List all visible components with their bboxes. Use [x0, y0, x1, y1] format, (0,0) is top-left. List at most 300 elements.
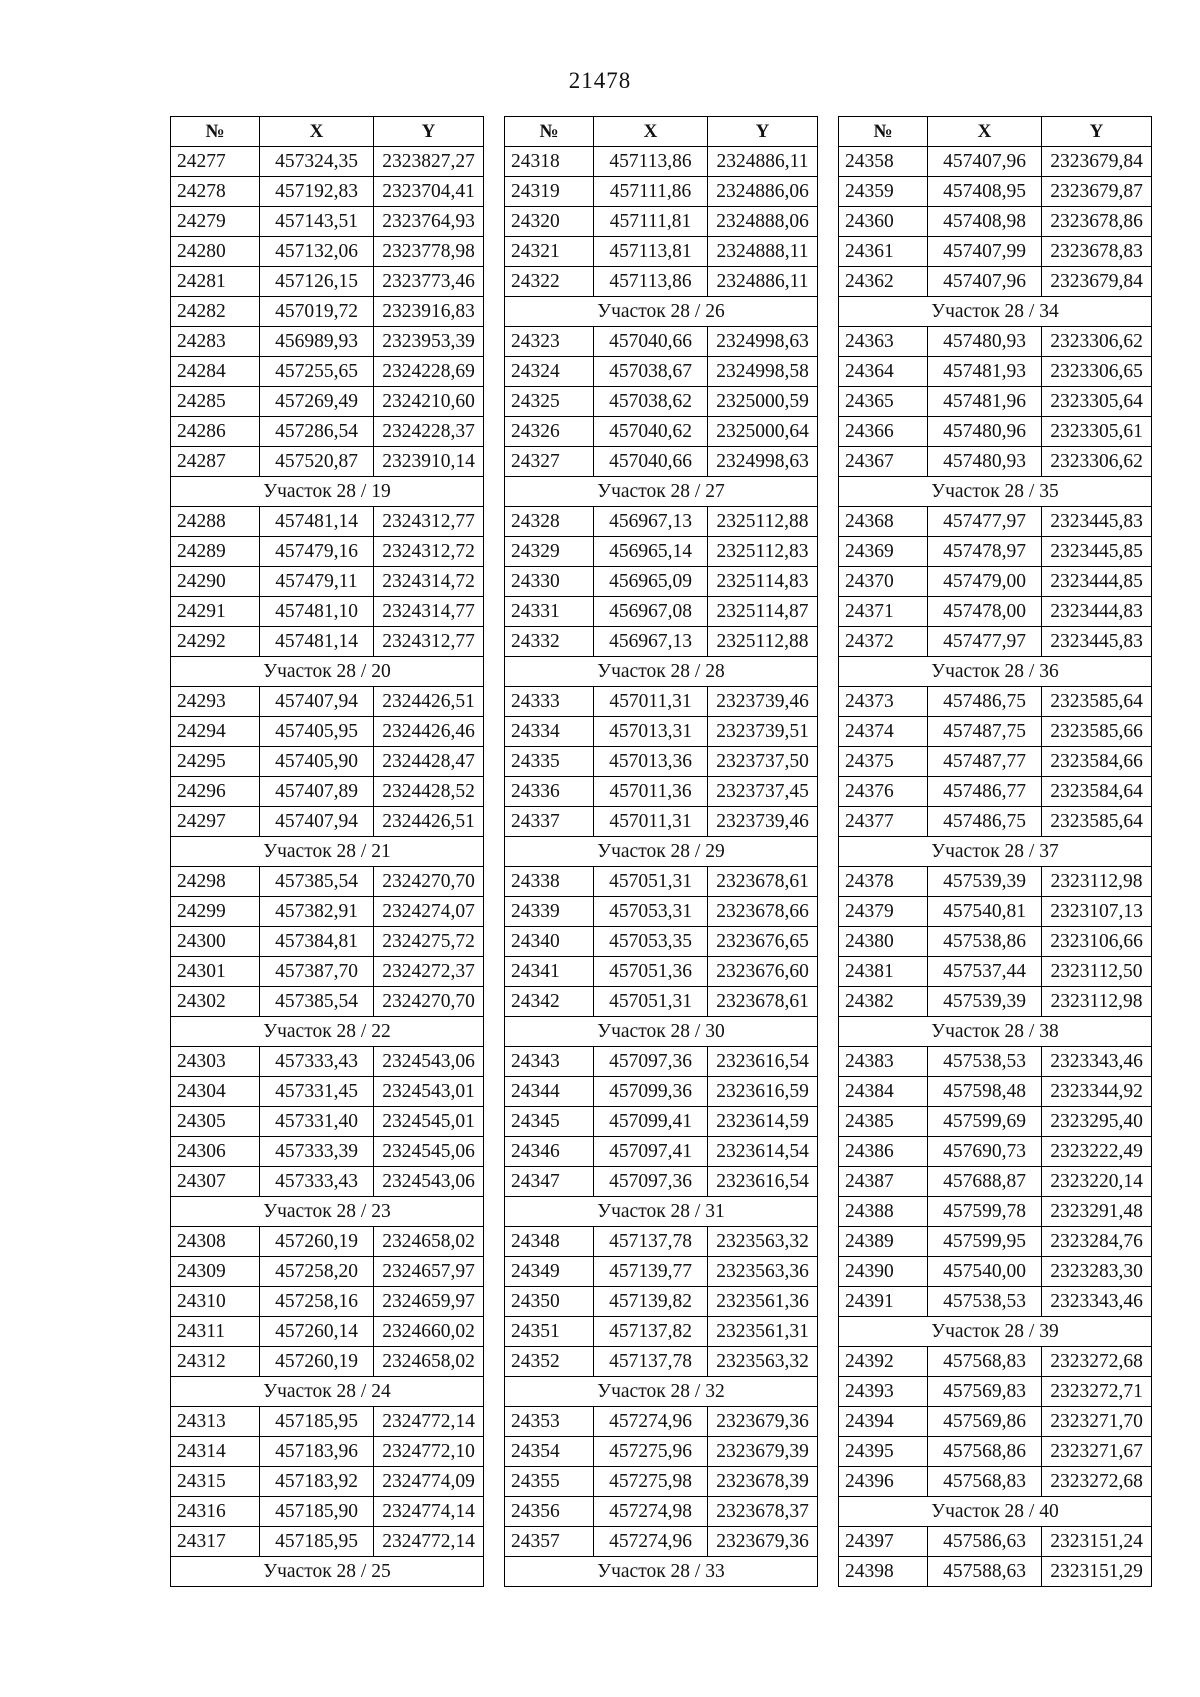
- y-coordinate-cell: 2323563,32: [708, 1227, 818, 1257]
- y-coordinate-cell: 2323561,36: [708, 1287, 818, 1317]
- table-row: [839, 1077, 1152, 1107]
- point-number-cell: 24335: [505, 747, 594, 777]
- x-coordinate-cell: 457255,65: [260, 357, 374, 387]
- y-coordinate-cell: 2323678,39: [708, 1467, 818, 1497]
- table-row: [171, 1437, 484, 1467]
- table-row: [839, 1557, 1152, 1587]
- y-coordinate-cell: 2324228,69: [374, 357, 484, 387]
- table-row: [839, 1107, 1152, 1137]
- table-row: [505, 1077, 818, 1107]
- x-coordinate-cell: 457481,14: [260, 507, 374, 537]
- point-number-cell: 24372: [839, 627, 928, 657]
- y-coordinate-cell: 2323614,54: [708, 1137, 818, 1167]
- y-coordinate-cell: 2323271,67: [1042, 1437, 1152, 1467]
- x-coordinate-cell: 457540,00: [928, 1257, 1042, 1287]
- x-coordinate-cell: 457487,75: [928, 717, 1042, 747]
- section-row: [839, 297, 1152, 327]
- x-coordinate-cell: 457481,10: [260, 597, 374, 627]
- y-coordinate-cell: 2323343,46: [1042, 1287, 1152, 1317]
- y-coordinate-cell: 2324543,06: [374, 1047, 484, 1077]
- point-number-cell: 24301: [171, 957, 260, 987]
- point-number-cell: 24322: [505, 267, 594, 297]
- x-coordinate-cell: 457040,66: [594, 327, 708, 357]
- y-coordinate-cell: 2324426,51: [374, 687, 484, 717]
- table-row: [505, 507, 818, 537]
- table-row: [839, 507, 1152, 537]
- y-coordinate-cell: 2324545,06: [374, 1137, 484, 1167]
- y-coordinate-cell: 2323827,27: [374, 147, 484, 177]
- y-coordinate-cell: 2323291,48: [1042, 1197, 1152, 1227]
- point-number-cell: 24371: [839, 597, 928, 627]
- x-coordinate-cell: 457019,72: [260, 297, 374, 327]
- y-coordinate-cell: 2323679,87: [1042, 177, 1152, 207]
- table-row: [505, 747, 818, 777]
- y-coordinate-cell: 2323305,61: [1042, 417, 1152, 447]
- x-coordinate-cell: 457480,96: [928, 417, 1042, 447]
- y-coordinate-cell: 2324772,10: [374, 1437, 484, 1467]
- x-coordinate-cell: 457053,35: [594, 927, 708, 957]
- table-row: [171, 1047, 484, 1077]
- x-coordinate-cell: 457275,98: [594, 1467, 708, 1497]
- table-row: [505, 1467, 818, 1497]
- table-header-row: [171, 117, 484, 147]
- y-coordinate-cell: 2323445,83: [1042, 627, 1152, 657]
- point-number-cell: 24306: [171, 1137, 260, 1167]
- y-coordinate-cell: 2323222,49: [1042, 1137, 1152, 1167]
- table-row: [171, 147, 484, 177]
- x-coordinate-cell: 457274,96: [594, 1407, 708, 1437]
- x-coordinate-cell: 457013,36: [594, 747, 708, 777]
- y-coordinate-cell: 2324774,09: [374, 1467, 484, 1497]
- header-number: №: [171, 117, 260, 147]
- y-coordinate-cell: 2324312,77: [374, 507, 484, 537]
- table-row: [505, 327, 818, 357]
- y-coordinate-cell: 2324210,60: [374, 387, 484, 417]
- point-number-cell: 24379: [839, 897, 928, 927]
- point-number-cell: 24388: [839, 1197, 928, 1227]
- x-coordinate-cell: 457099,41: [594, 1107, 708, 1137]
- point-number-cell: 24292: [171, 627, 260, 657]
- x-coordinate-cell: 456967,13: [594, 627, 708, 657]
- table-row: [839, 747, 1152, 777]
- section-row: [505, 1557, 818, 1587]
- y-coordinate-cell: 2323444,85: [1042, 567, 1152, 597]
- header-number: №: [839, 117, 928, 147]
- x-coordinate-cell: 457478,97: [928, 537, 1042, 567]
- point-number-cell: 24307: [171, 1167, 260, 1197]
- table-row: [171, 1167, 484, 1197]
- x-coordinate-cell: 457599,78: [928, 1197, 1042, 1227]
- point-number-cell: 24334: [505, 717, 594, 747]
- y-coordinate-cell: 2323343,46: [1042, 1047, 1152, 1077]
- y-coordinate-cell: 2323305,64: [1042, 387, 1152, 417]
- table-row: [171, 237, 484, 267]
- x-coordinate-cell: 457385,54: [260, 987, 374, 1017]
- x-coordinate-cell: 457569,83: [928, 1377, 1042, 1407]
- y-coordinate-cell: 2324275,72: [374, 927, 484, 957]
- x-coordinate-cell: 457269,49: [260, 387, 374, 417]
- table-row: [171, 717, 484, 747]
- y-coordinate-cell: 2323916,83: [374, 297, 484, 327]
- point-number-cell: 24352: [505, 1347, 594, 1377]
- point-number-cell: 24291: [171, 597, 260, 627]
- point-number-cell: 24300: [171, 927, 260, 957]
- header-x: X: [928, 117, 1042, 147]
- point-number-cell: 24339: [505, 897, 594, 927]
- table-body: [171, 147, 484, 1587]
- y-coordinate-cell: 2324659,97: [374, 1287, 484, 1317]
- x-coordinate-cell: 457113,86: [594, 147, 708, 177]
- table-row: [839, 897, 1152, 927]
- y-coordinate-cell: 2323284,76: [1042, 1227, 1152, 1257]
- x-coordinate-cell: 457385,54: [260, 867, 374, 897]
- y-coordinate-cell: 2323704,41: [374, 177, 484, 207]
- table-header-row: [505, 117, 818, 147]
- x-coordinate-cell: 457387,70: [260, 957, 374, 987]
- point-number-cell: 24318: [505, 147, 594, 177]
- section-label: Участок 28 / 27: [505, 477, 818, 507]
- y-coordinate-cell: 2323306,62: [1042, 447, 1152, 477]
- table-row: [505, 447, 818, 477]
- table-row: [839, 867, 1152, 897]
- y-coordinate-cell: 2324886,06: [708, 177, 818, 207]
- point-number-cell: 24312: [171, 1347, 260, 1377]
- x-coordinate-cell: 456965,14: [594, 537, 708, 567]
- table-row: [839, 207, 1152, 237]
- x-coordinate-cell: 457477,97: [928, 627, 1042, 657]
- x-coordinate-cell: 457011,36: [594, 777, 708, 807]
- y-coordinate-cell: 2323283,30: [1042, 1257, 1152, 1287]
- point-number-cell: 24289: [171, 537, 260, 567]
- x-coordinate-cell: 457038,67: [594, 357, 708, 387]
- y-coordinate-cell: 2324428,52: [374, 777, 484, 807]
- table-row: [505, 267, 818, 297]
- section-label: Участок 28 / 35: [839, 477, 1152, 507]
- point-number-cell: 24361: [839, 237, 928, 267]
- point-number-cell: 24374: [839, 717, 928, 747]
- section-label: Участок 28 / 33: [505, 1557, 818, 1587]
- y-coordinate-cell: 2323616,54: [708, 1047, 818, 1077]
- y-coordinate-cell: 2324272,37: [374, 957, 484, 987]
- table-row: [171, 1077, 484, 1107]
- y-coordinate-cell: 2323151,24: [1042, 1527, 1152, 1557]
- x-coordinate-cell: 457538,53: [928, 1047, 1042, 1077]
- point-number-cell: 24354: [505, 1437, 594, 1467]
- y-coordinate-cell: 2323445,83: [1042, 507, 1152, 537]
- table-row: [839, 1047, 1152, 1077]
- point-number-cell: 24281: [171, 267, 260, 297]
- x-coordinate-cell: 457013,31: [594, 717, 708, 747]
- x-coordinate-cell: 457333,43: [260, 1167, 374, 1197]
- y-coordinate-cell: 2323306,65: [1042, 357, 1152, 387]
- table-row: [171, 1287, 484, 1317]
- table-row: [839, 1197, 1152, 1227]
- point-number-cell: 24349: [505, 1257, 594, 1287]
- header-number: №: [505, 117, 594, 147]
- point-number-cell: 24287: [171, 447, 260, 477]
- point-number-cell: 24283: [171, 327, 260, 357]
- section-row: [839, 1497, 1152, 1527]
- section-label: Участок 28 / 22: [171, 1017, 484, 1047]
- table-row: [505, 417, 818, 447]
- y-coordinate-cell: 2323778,98: [374, 237, 484, 267]
- x-coordinate-cell: 457185,90: [260, 1497, 374, 1527]
- point-number-cell: 24305: [171, 1107, 260, 1137]
- x-coordinate-cell: 457192,83: [260, 177, 374, 207]
- point-number-cell: 24278: [171, 177, 260, 207]
- point-number-cell: 24345: [505, 1107, 594, 1137]
- x-coordinate-cell: 457097,36: [594, 1047, 708, 1077]
- point-number-cell: 24395: [839, 1437, 928, 1467]
- y-coordinate-cell: 2324998,63: [708, 447, 818, 477]
- point-number-cell: 24357: [505, 1527, 594, 1557]
- point-number-cell: 24314: [171, 1437, 260, 1467]
- y-coordinate-cell: 2324998,58: [708, 357, 818, 387]
- x-coordinate-cell: 457539,39: [928, 867, 1042, 897]
- point-number-cell: 24304: [171, 1077, 260, 1107]
- point-number-cell: 24381: [839, 957, 928, 987]
- header-y: Y: [708, 117, 818, 147]
- x-coordinate-cell: 457051,31: [594, 867, 708, 897]
- table-row: [839, 1227, 1152, 1257]
- x-coordinate-cell: 457111,81: [594, 207, 708, 237]
- table-row: [505, 1107, 818, 1137]
- x-coordinate-cell: 457113,81: [594, 237, 708, 267]
- point-number-cell: 24321: [505, 237, 594, 267]
- table-row: [171, 597, 484, 627]
- y-coordinate-cell: 2323112,98: [1042, 867, 1152, 897]
- y-coordinate-cell: 2324658,02: [374, 1227, 484, 1257]
- point-number-cell: 24380: [839, 927, 928, 957]
- table-row: [505, 567, 818, 597]
- section-row: [839, 477, 1152, 507]
- header-y: Y: [1042, 117, 1152, 147]
- point-number-cell: 24316: [171, 1497, 260, 1527]
- section-label: Участок 28 / 26: [505, 297, 818, 327]
- y-coordinate-cell: 2323616,54: [708, 1167, 818, 1197]
- table-row: [505, 1227, 818, 1257]
- table-row: [171, 507, 484, 537]
- x-coordinate-cell: 457407,94: [260, 687, 374, 717]
- table-row: [839, 687, 1152, 717]
- x-coordinate-cell: 457588,63: [928, 1557, 1042, 1587]
- table-row: [839, 387, 1152, 417]
- y-coordinate-cell: 2323679,84: [1042, 267, 1152, 297]
- y-coordinate-cell: 2324543,06: [374, 1167, 484, 1197]
- table-row: [505, 1407, 818, 1437]
- y-coordinate-cell: 2325000,59: [708, 387, 818, 417]
- y-coordinate-cell: 2323272,68: [1042, 1347, 1152, 1377]
- y-coordinate-cell: 2323679,36: [708, 1407, 818, 1437]
- table-row: [505, 867, 818, 897]
- point-number-cell: 24332: [505, 627, 594, 657]
- section-row: [505, 657, 818, 687]
- point-number-cell: 24323: [505, 327, 594, 357]
- table-row: [505, 357, 818, 387]
- table-row: [505, 237, 818, 267]
- table-row: [171, 687, 484, 717]
- section-label: Участок 28 / 39: [839, 1317, 1152, 1347]
- x-coordinate-cell: 456967,13: [594, 507, 708, 537]
- x-coordinate-cell: 457405,90: [260, 747, 374, 777]
- point-number-cell: 24343: [505, 1047, 594, 1077]
- x-coordinate-cell: 457097,41: [594, 1137, 708, 1167]
- point-number-cell: 24346: [505, 1137, 594, 1167]
- point-number-cell: 24363: [839, 327, 928, 357]
- y-coordinate-cell: 2324888,11: [708, 237, 818, 267]
- y-coordinate-cell: 2323151,29: [1042, 1557, 1152, 1587]
- y-coordinate-cell: 2323585,64: [1042, 687, 1152, 717]
- table-row: [839, 237, 1152, 267]
- y-coordinate-cell: 2323953,39: [374, 327, 484, 357]
- table-row: [505, 687, 818, 717]
- table-row: [171, 267, 484, 297]
- page-number: 21478: [568, 68, 632, 93]
- point-number-cell: 24382: [839, 987, 928, 1017]
- point-number-cell: 24396: [839, 1467, 928, 1497]
- table-row: [505, 387, 818, 417]
- point-number-cell: 24355: [505, 1467, 594, 1497]
- point-number-cell: 24351: [505, 1317, 594, 1347]
- x-coordinate-cell: 457568,83: [928, 1467, 1042, 1497]
- y-coordinate-cell: 2323739,46: [708, 687, 818, 717]
- x-coordinate-cell: 457481,14: [260, 627, 374, 657]
- x-coordinate-cell: 457331,45: [260, 1077, 374, 1107]
- x-coordinate-cell: 457479,16: [260, 537, 374, 567]
- table-row: [505, 627, 818, 657]
- table-row: [171, 1317, 484, 1347]
- table-row: [171, 1467, 484, 1497]
- table-row: [839, 357, 1152, 387]
- table-row: [839, 807, 1152, 837]
- y-coordinate-cell: 2323676,60: [708, 957, 818, 987]
- point-number-cell: 24311: [171, 1317, 260, 1347]
- point-number-cell: 24370: [839, 567, 928, 597]
- point-number-cell: 24362: [839, 267, 928, 297]
- y-coordinate-cell: 2323112,98: [1042, 987, 1152, 1017]
- point-number-cell: 24390: [839, 1257, 928, 1287]
- y-coordinate-cell: 2324426,46: [374, 717, 484, 747]
- point-number-cell: 24329: [505, 537, 594, 567]
- x-coordinate-cell: 457185,95: [260, 1527, 374, 1557]
- header-x: X: [594, 117, 708, 147]
- point-number-cell: 24308: [171, 1227, 260, 1257]
- y-coordinate-cell: 2324270,70: [374, 987, 484, 1017]
- x-coordinate-cell: 457333,43: [260, 1047, 374, 1077]
- point-number-cell: 24389: [839, 1227, 928, 1257]
- coordinate-table-1: [170, 116, 484, 1587]
- section-row: [171, 837, 484, 867]
- table-row: [505, 927, 818, 957]
- x-coordinate-cell: 457407,94: [260, 807, 374, 837]
- y-coordinate-cell: 2324657,97: [374, 1257, 484, 1287]
- point-number-cell: 24288: [171, 507, 260, 537]
- point-number-cell: 24282: [171, 297, 260, 327]
- x-coordinate-cell: 457260,19: [260, 1347, 374, 1377]
- y-coordinate-cell: 2323561,31: [708, 1317, 818, 1347]
- point-number-cell: 24387: [839, 1167, 928, 1197]
- table-row: [505, 807, 818, 837]
- y-coordinate-cell: 2324888,06: [708, 207, 818, 237]
- x-coordinate-cell: 457137,82: [594, 1317, 708, 1347]
- section-row: [171, 477, 484, 507]
- x-coordinate-cell: 457479,11: [260, 567, 374, 597]
- table-body: [839, 147, 1152, 1587]
- x-coordinate-cell: 457137,78: [594, 1347, 708, 1377]
- y-coordinate-cell: 2323679,39: [708, 1437, 818, 1467]
- table-row: [171, 447, 484, 477]
- point-number-cell: 24360: [839, 207, 928, 237]
- table-row: [505, 717, 818, 747]
- table-row: [505, 1317, 818, 1347]
- section-row: [505, 1377, 818, 1407]
- y-coordinate-cell: 2323106,66: [1042, 927, 1152, 957]
- point-number-cell: 24313: [171, 1407, 260, 1437]
- y-coordinate-cell: 2324312,72: [374, 537, 484, 567]
- x-coordinate-cell: 456989,93: [260, 327, 374, 357]
- x-coordinate-cell: 457478,00: [928, 597, 1042, 627]
- table-row: [505, 1047, 818, 1077]
- x-coordinate-cell: 457408,95: [928, 177, 1042, 207]
- x-coordinate-cell: 457486,75: [928, 807, 1042, 837]
- y-coordinate-cell: 2324774,14: [374, 1497, 484, 1527]
- x-coordinate-cell: 457569,86: [928, 1407, 1042, 1437]
- point-number-cell: 24366: [839, 417, 928, 447]
- point-number-cell: 24286: [171, 417, 260, 447]
- y-coordinate-cell: 2323563,36: [708, 1257, 818, 1287]
- y-coordinate-cell: 2323737,45: [708, 777, 818, 807]
- x-coordinate-cell: 457539,39: [928, 987, 1042, 1017]
- point-number-cell: 24310: [171, 1287, 260, 1317]
- table-row: [505, 1167, 818, 1197]
- y-coordinate-cell: 2324228,37: [374, 417, 484, 447]
- table-row: [171, 417, 484, 447]
- point-number-cell: 24303: [171, 1047, 260, 1077]
- table-row: [505, 177, 818, 207]
- point-number-cell: 24296: [171, 777, 260, 807]
- table-row: [505, 777, 818, 807]
- y-coordinate-cell: 2323678,61: [708, 987, 818, 1017]
- x-coordinate-cell: 457260,19: [260, 1227, 374, 1257]
- y-coordinate-cell: 2325114,87: [708, 597, 818, 627]
- table-row: [171, 987, 484, 1017]
- y-coordinate-cell: 2323584,64: [1042, 777, 1152, 807]
- table-row: [171, 927, 484, 957]
- table-row: [839, 1527, 1152, 1557]
- x-coordinate-cell: 457480,93: [928, 447, 1042, 477]
- point-number-cell: 24378: [839, 867, 928, 897]
- section-row: [171, 657, 484, 687]
- point-number-cell: 24285: [171, 387, 260, 417]
- table-row: [171, 1347, 484, 1377]
- point-number-cell: 24359: [839, 177, 928, 207]
- x-coordinate-cell: 457486,75: [928, 687, 1042, 717]
- point-number-cell: 24344: [505, 1077, 594, 1107]
- table-row: [505, 207, 818, 237]
- table-row: [171, 177, 484, 207]
- y-coordinate-cell: 2323614,59: [708, 1107, 818, 1137]
- section-row: [171, 1557, 484, 1587]
- x-coordinate-cell: 457275,96: [594, 1437, 708, 1467]
- point-number-cell: 24295: [171, 747, 260, 777]
- y-coordinate-cell: 2323445,85: [1042, 537, 1152, 567]
- y-coordinate-cell: 2324772,14: [374, 1527, 484, 1557]
- section-label: Участок 28 / 24: [171, 1377, 484, 1407]
- y-coordinate-cell: 2324543,01: [374, 1077, 484, 1107]
- y-coordinate-cell: 2323306,62: [1042, 327, 1152, 357]
- x-coordinate-cell: 457183,96: [260, 1437, 374, 1467]
- table-row: [505, 537, 818, 567]
